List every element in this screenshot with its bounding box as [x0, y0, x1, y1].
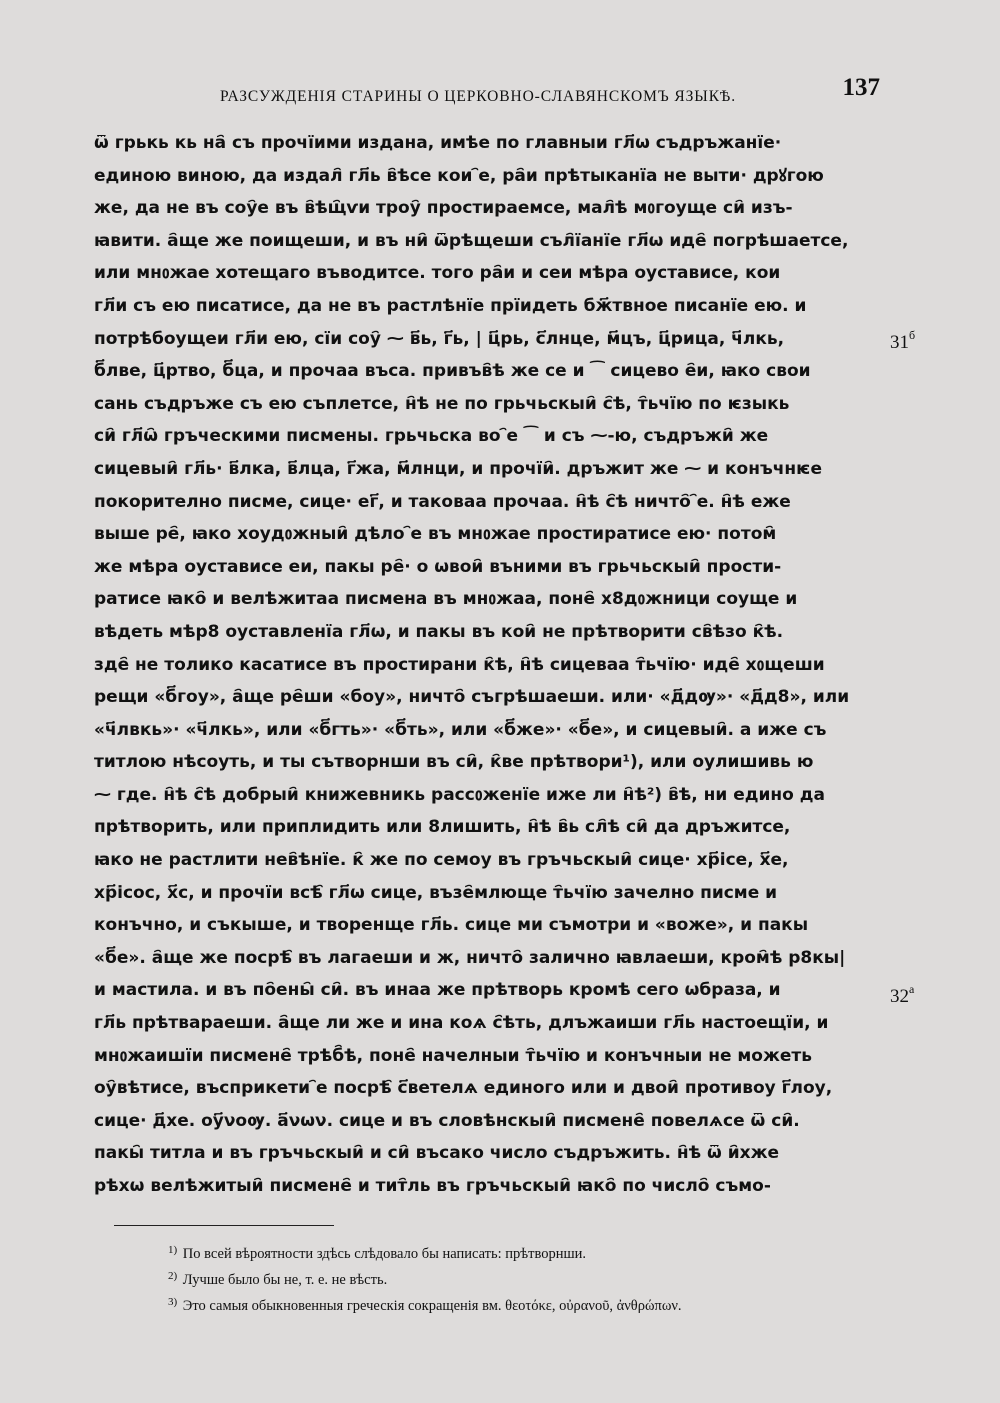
text-line: прѣтворить, или приплидить или 8лишить, н҄ѣ в҄ь сл҄ѣ си҄ да дръжитсе, [94, 817, 791, 838]
footnote [168, 1237, 888, 1263]
text-line: ѿ грькь кь на҄ съ прочїими издана, имѣе по главныи гл҃ѡ съдръжанїе· [94, 133, 782, 153]
text-line: или мнᲂжае хотещаго въводитсе. того ра҄и и сеи мѣра оустависе, кои [94, 263, 781, 284]
text-line: мнᲂжаишїи писмене҄ трѣб҄ѣ, поне҄ начелныи т҄ьчїю и конъчныи не можеть [94, 1045, 813, 1066]
text-line: «б҃е». а҄ще же посрѣ҄ въ лагаеши и ж, ничто҄ залично ꙗвлаеши, кром҄ѣ р8кы| [94, 947, 846, 968]
footnote-divider [114, 1225, 334, 1226]
text-line: покорително писме, сице· ег҃, и таковаа прочаа. н҄ѣ с҄ѣ ничто҄ ҄е. н҄ѣ еже [94, 491, 791, 512]
text-line: же мѣра оустависе еи, пакы ре҄· о ѡвои҄ въними въ грьчьскыи҄ прости- [94, 556, 782, 577]
text-line: единою виною, да издал҄ гл҃ь в҄ѣсе кои ҄е, ра҄и прѣтыканїа не выти· дрꙋгою [94, 165, 824, 186]
text-line: сице· д҃хе. оу҃νоѹ. а҃νων. сице и въ словѣнскыи҄ писмене҄ повелѧсе ѿ си҄. [94, 1110, 800, 1131]
margin-folio-number: 31 [890, 332, 909, 353]
text-line: хр҃ісос, х҃с, и прочїи всѣ҄ гл҃ѡ сице, възе҄млюще т҄ьчїю зачелно писме и [94, 882, 778, 903]
text-line: пакы҄ титла и въ гръчьскыи҄ и си҄ въсако число съдръжить. н҄ѣ ѿ и҄хже [94, 1143, 780, 1164]
text-line: конъчно, и съкыше, и творенще гл҃ь. сице ми съмотри и «воже», и пакы [94, 915, 809, 936]
footnote-text: Это самыя обыкновенныя греческія сокращенія вм. θεοτόκε, οὐρανοῦ, ἀνθρώπων. [182, 1298, 682, 1314]
running-title: РАЗСУЖДЕНІЯ СТАРИНЫ О ЦЕРКОВНО-СЛАВЯНСКОМЪ ЯЗЫКѢ. [220, 88, 737, 105]
footnotes [168, 1237, 888, 1315]
margin-folio-note [890, 328, 915, 354]
footnote-mark: 2) [168, 1270, 178, 1282]
text-line: потрѣбоущеи гл҃и ею, сїи соу҄ ⁓ в҃ь, г҃ь, | ц҃рь, с҃лнце, м҃цъ, ц҃рица, ч҃лкь, [94, 328, 785, 349]
page-number: 137 [842, 74, 880, 101]
text-line: титлою нѣсоуть, и ты сътворнши въ си҄, к҄ве прѣтвори¹), или оулишивь ю [94, 752, 814, 773]
text-line: ꙗвити. а҄ще же поищеши, и въ ни҄ ѿрѣщеши съл҄їанїе гл҃ѡ иде҄ погрѣшаетсе, [94, 230, 849, 251]
footnote-text: По всей вѣроятности здѣсь слѣдовало бы написать: прѣтворнши. [182, 1246, 587, 1262]
footnote [168, 1263, 888, 1289]
text-line: выше ре҄, ꙗко хоудᲂжныи҄ дѣло ҄е въ мнᲂжае простиратисе ею· потом҄ [94, 524, 777, 545]
text-line: си҄ гл҃ѡ҄ гръческими писмены. грьчьска во ҄е ⁀ и съ ⁓-ю, съдръжи҄ же [94, 426, 769, 447]
text-line: б҃лве, ц҃ртво, б҃ца, и прочаа въса. привъв҄ѣ же се и ⁀ сицево е҄и, ꙗко свои [94, 361, 811, 382]
footnote-mark: 1) [168, 1244, 178, 1256]
page-header [200, 74, 890, 114]
text-line: сань съдръже съ ею съплетсе, н҄ѣ не по грьчьскыи҄ с҄ѣ, т҄ьчїю по ѥзыкь [94, 393, 790, 414]
text-line: вѣдеть мѣр8 оуставленїа гл҃ѡ, и пакы въ кои҄ не прѣтворити св҄ѣзо к҄ѣ. [94, 621, 784, 642]
footnote-text: Лучше было бы не, т. е. не вѣсть. [182, 1272, 388, 1288]
text-line: оу҄вѣтисе, въсприкети ҄е посрѣ҄ с҃ветелѧ единого или и двои҄ противоу г҃лоу, [94, 1078, 833, 1099]
text-line: ⁓ где. н҄ѣ с҄ѣ добрыи҄ книжевникь рассᲂженїе иже ли н҄ѣ²) в҄ѣ, ни едино да [94, 784, 825, 805]
margin-folio-side: б [909, 328, 916, 342]
footnote-mark: 3) [168, 1296, 178, 1308]
text-line: же, да не въ соу҄е въ в҄ѣщ҄ѵи троу҄ простираемсе, мал҄ѣ мᲂгоуще си҄ изъ- [94, 198, 793, 219]
text-line: рѣхѡ велѣжитыи҄ писмене҄ и тит҄ль въ гръчьскыи҄ ꙗко҄ по число҄ съмо- [94, 1176, 771, 1196]
text-line: рещи «б҃гоу», а҄ще ре҄ши «боу», ничто҄ съгрѣшаеши. или· «д҃дѹ»· «д҃д8», или [94, 687, 850, 708]
text-line: ꙗко не растлити нев҄ѣнїе. к҄ же по семоу въ гръчьскыи҄ сице· хр҃ісе, х҃е, [94, 850, 789, 871]
margin-folio-number: 32 [890, 986, 909, 1007]
text-line: гл҃ь прѣтвараеши. а҄ще ли же и ина коѧ с҄ѣть, длъжаиши гл҃ь настоещїи, и [94, 1013, 829, 1034]
margin-folio-note [890, 982, 914, 1008]
text-line: «ч҃лвкь»· «ч҃лкь», или «б҃гть»· «б҃ть», или «б҃же»· «б҃е», и сицевыи҄. а иже съ [94, 719, 827, 740]
footnote [168, 1289, 888, 1315]
text-line: и мастила. и въ по҄ены҄ си҄. въ инаа же прѣтворь кромѣ сего ѡбраза, и [94, 980, 781, 1001]
text-line: сицевыи҄ гл҃ь· в҃лка, в҃лца, г҃жа, м҃лнци, и прочїи҄. дръжит же ⁓ и конъчнѥе [94, 458, 822, 479]
text-line: зде҄ не толико касатисе въ простирани к҄ѣ, н҄ѣ сицеваа т҄ьчїю· иде҄ хᲂщеши [94, 654, 825, 675]
margin-folio-side: а [909, 982, 915, 996]
text-line: гл҃и съ ею писатисе, да не въ растлѣнїе прїидеть бж҃твное писанїе ею. и [94, 295, 807, 316]
text-line: ратисе ꙗко҄ и велѣжитаа писмена въ мнᲂжаа, поне҄ х8дᲂжници соуще и [94, 589, 798, 610]
body-text [94, 127, 894, 1203]
